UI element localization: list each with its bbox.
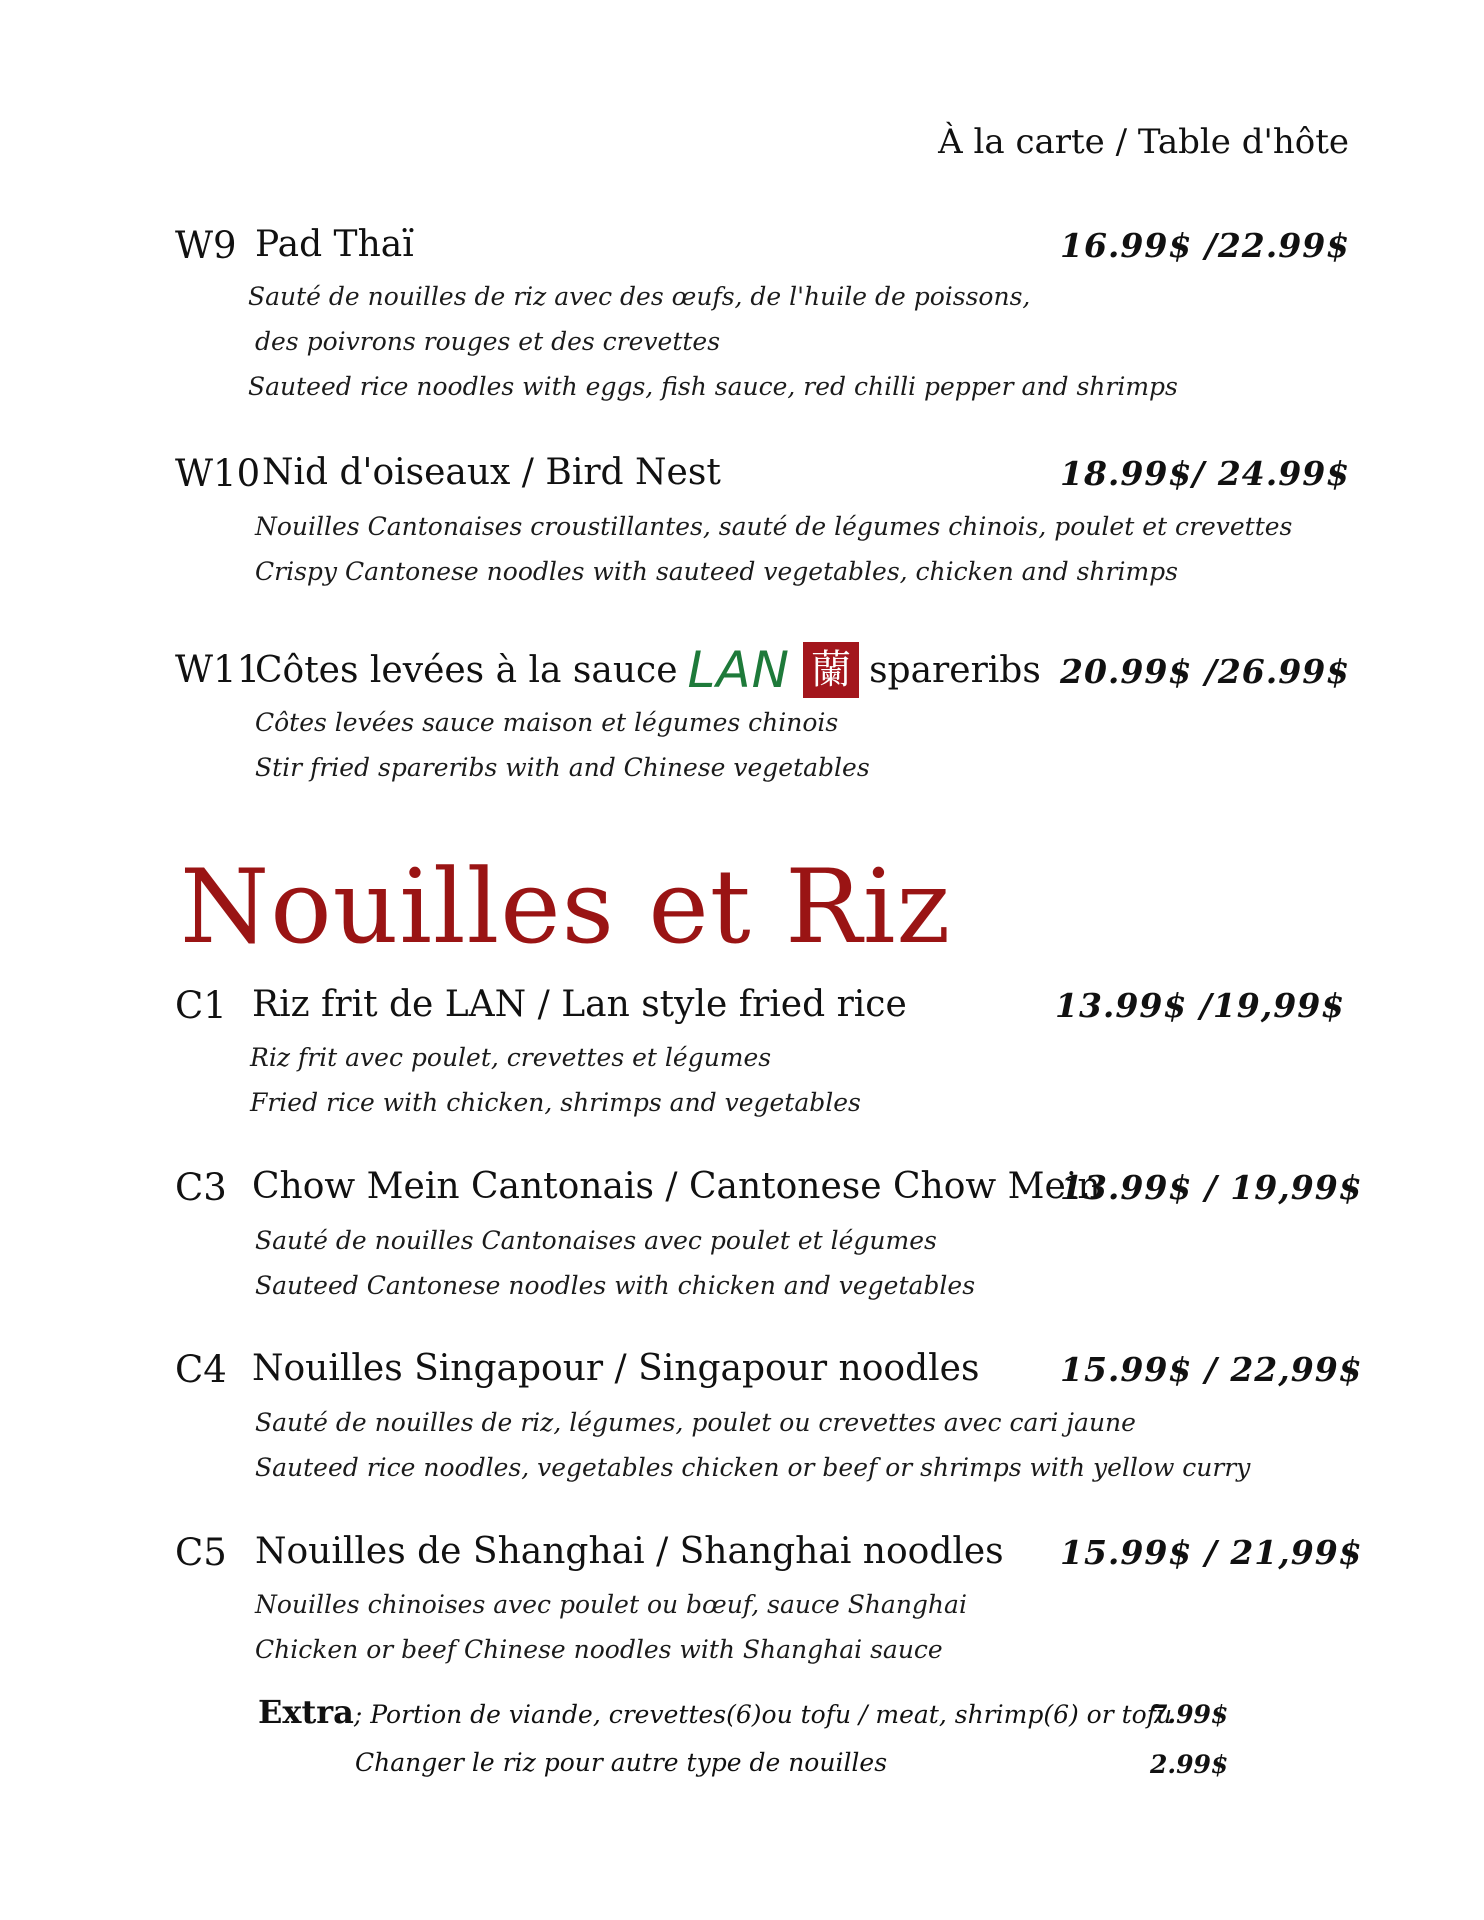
item-title: Nid d'oiseaux / Bird Nest: [262, 452, 721, 493]
extra-label: Extra: [258, 1693, 354, 1731]
orchid-seal-icon: 蘭: [803, 642, 859, 698]
item-description-en: Fried rice with chicken, shrimps and vegetables: [250, 1088, 861, 1117]
item-title: Nouilles Singapour / Singapour noodles: [252, 1348, 980, 1389]
lan-logo: [688, 641, 860, 699]
item-code: C4: [175, 1348, 227, 1391]
item-code: C1: [175, 984, 227, 1027]
item-price: 20.99$ /26.99$: [1060, 652, 1351, 691]
item-code: W11: [175, 648, 261, 691]
item-price: 18.99$/ 24.99$: [1060, 454, 1351, 493]
item-description-en: Sauteed rice noodles, vegetables chicken or beef or shrimps with yellow curry: [255, 1453, 1251, 1482]
extra-line-1: [258, 1693, 1172, 1731]
item-code: W9: [175, 224, 237, 267]
item-title: Nouilles de Shanghai / Shanghai noodles: [255, 1531, 1004, 1572]
extra-price-2: 2.99$: [1150, 1750, 1229, 1779]
item-title: Chow Mein Cantonais / Cantonese Chow Mein: [252, 1166, 1101, 1207]
item-description-en: Crispy Cantonese noodles with sauteed vegetables, chicken and shrimps: [255, 557, 1179, 586]
item-price: 13.99$ / 19,99$: [1060, 1168, 1363, 1207]
item-description-fr: Nouilles Cantonaises croustillantes, sauté de légumes chinois, poulet et crevettes: [255, 512, 1293, 541]
item-code: C3: [175, 1166, 227, 1209]
item-title: Pad Thaï: [255, 224, 414, 265]
item-title-suffix: spareribs: [869, 649, 1041, 691]
item-description-fr: Côtes levées sauce maison et légumes chinois: [255, 708, 839, 737]
item-description-fr: des poivrons rouges et des crevettes: [255, 327, 721, 356]
item-description-fr: Sauté de nouilles de riz, légumes, poulet ou crevettes avec cari jaune: [255, 1408, 1136, 1437]
item-title: Riz frit de LAN / Lan style fried rice: [252, 984, 907, 1025]
item-description-fr: Sauté de nouilles de riz avec des œufs, de l'huile de poissons,: [248, 282, 1031, 311]
item-description-en: Stir fried spareribs with and Chinese vegetables: [255, 753, 870, 782]
extra-text-1: ; Portion de viande, crevettes(6)ou tofu / meat, shrimp(6) or tofu: [353, 1700, 1173, 1729]
item-description-fr: Nouilles chinoises avec poulet ou bœuf, sauce Shanghai: [255, 1590, 967, 1619]
item-title: Côtes levées à la sauce: [255, 649, 678, 691]
menu-header: À la carte / Table d'hôte: [938, 122, 1349, 162]
item-code: C5: [175, 1531, 227, 1574]
item-description-fr: Riz frit avec poulet, crevettes et légumes: [250, 1043, 772, 1072]
item-price: 16.99$ /22.99$: [1060, 226, 1351, 265]
item-price: 15.99$ / 22,99$: [1060, 1350, 1363, 1389]
item-description-en: Sauteed Cantonese noodles with chicken and vegetables: [255, 1271, 976, 1300]
extra-price-1: 7.99$: [1150, 1700, 1229, 1729]
item-description-en: Chicken or beef Chinese noodles with Shanghai sauce: [255, 1635, 943, 1664]
lan-logo-text: LAN: [687, 641, 790, 699]
item-description-fr: Sauté de nouilles Cantonaises avec poulet et légumes: [255, 1226, 937, 1255]
extra-text-2: Changer le riz pour autre type de nouilles: [355, 1748, 888, 1777]
item-price: 15.99$ / 21,99$: [1060, 1533, 1363, 1572]
item-code: W10: [175, 452, 261, 495]
item-price: 13.99$ /19,99$: [1055, 986, 1346, 1025]
section-title: Nouilles et Riz: [180, 848, 952, 967]
item-description-en: Sauteed rice noodles with eggs, fish sauce, red chilli pepper and shrimps: [248, 372, 1178, 401]
item-title-group: [255, 630, 1041, 710]
